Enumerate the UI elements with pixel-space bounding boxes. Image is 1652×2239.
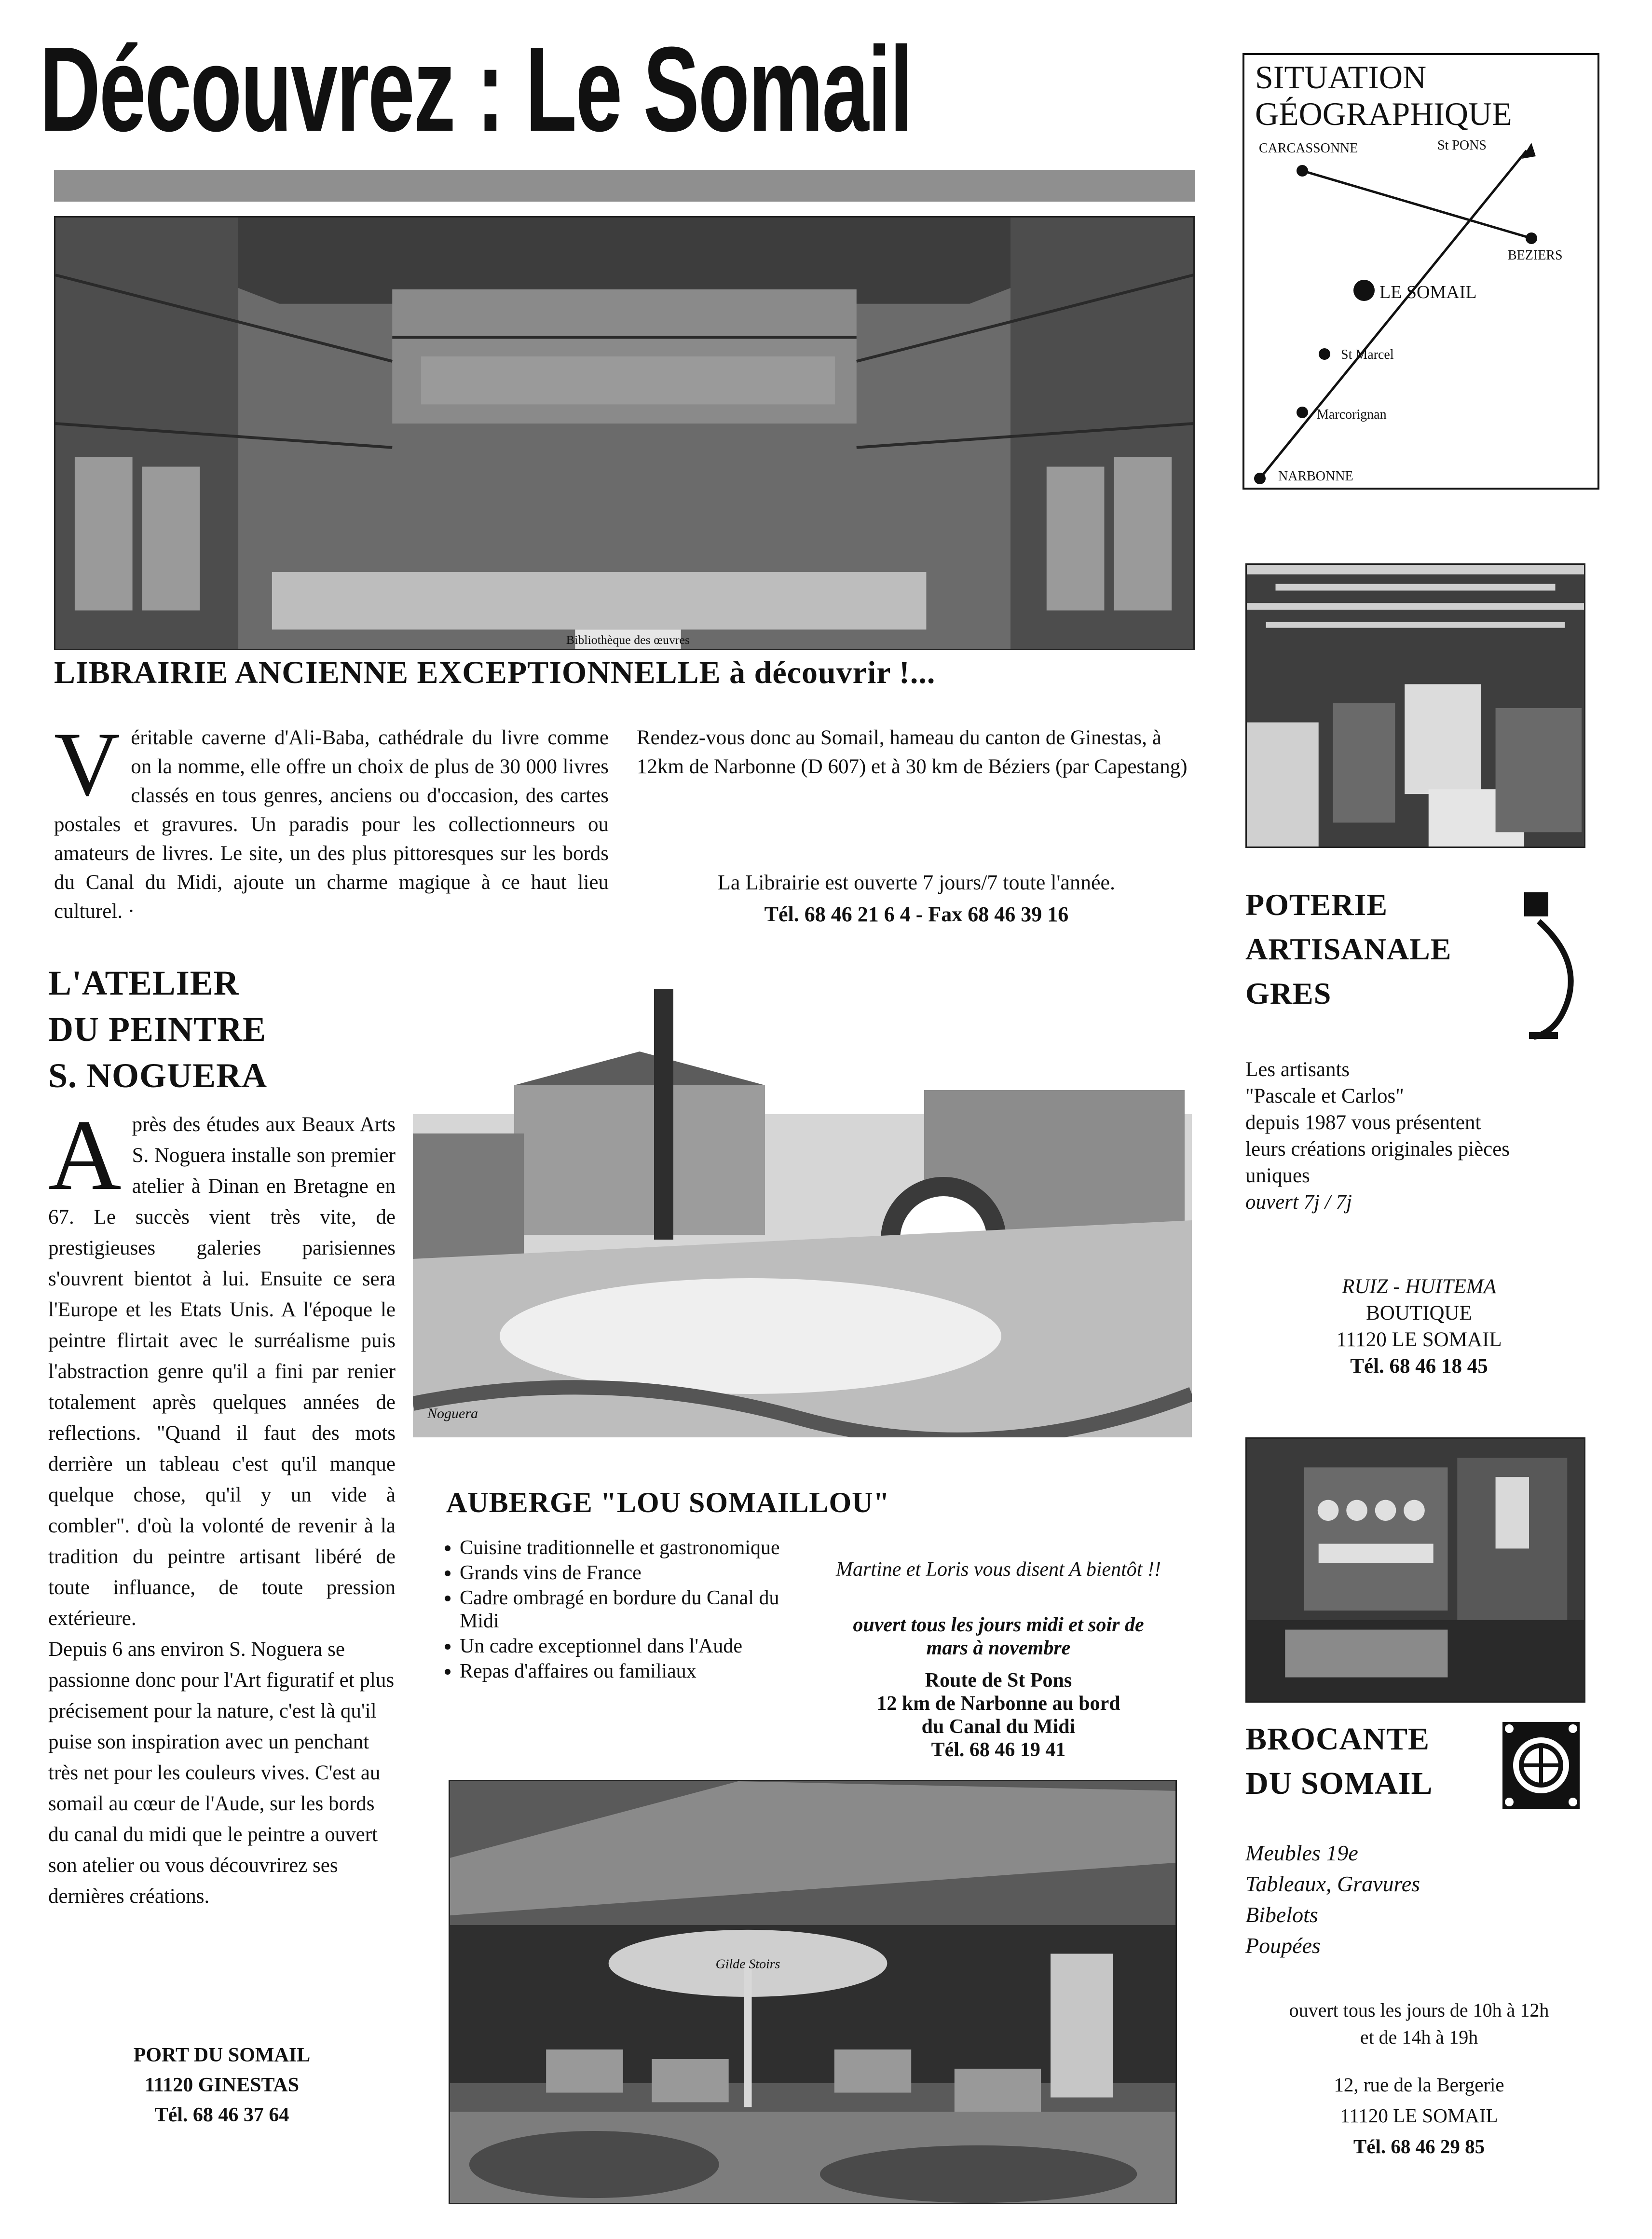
poterie-heading	[1245, 883, 1451, 1016]
poterie-line2: "Pascale et Carlos"	[1245, 1085, 1404, 1107]
atelier-heading-line2: DU PEINTRE	[48, 1010, 267, 1049]
poterie-shop1: RUIZ - HUITEMA	[1341, 1275, 1497, 1298]
brocante-hours2: et de 14h à 19h	[1360, 2026, 1478, 2048]
atelier-address1: PORT DU SOMAIL	[133, 2044, 311, 2066]
title-underline-bar	[54, 170, 1195, 202]
poterie-heading-line2: ARTISANALE	[1245, 932, 1452, 966]
brocante-hours1: ouvert tous les jours de 10h à 12h	[1289, 1999, 1549, 2021]
atelier-text2: Depuis 6 ans environ S. Noguera se passionne donc pour l'Art figuratif et plus précisement pour la nature, c'est là qu'il puise son inspiration avec un penchant très net pour les couleurs vives. C'est au somail au cœur de l'Aude, sur les bords du canal du midi que le peintre a ouvert son atelier ou vous découvrirez ses dernières créations.	[48, 1638, 395, 1908]
map-label-st-marcel: St Marcel	[1341, 347, 1394, 362]
map-box	[1242, 53, 1599, 490]
brocante-item: Bibelots	[1245, 1902, 1318, 1927]
librairie-text-block	[54, 714, 609, 926]
poterie-shop2: BOUTIQUE	[1366, 1302, 1472, 1324]
poterie-tel: Tél. 68 46 18 45	[1350, 1355, 1488, 1378]
auberge-item: • Grands vins de France	[460, 1561, 802, 1584]
auberge-route1: Route de St Pons	[925, 1669, 1072, 1692]
auberge-item: • Un cadre exceptionnel dans l'Aude	[460, 1635, 802, 1658]
atelier-address	[48, 2040, 396, 2130]
librairie-open: La Librairie est ouverte 7 jours/7 toute l'année.	[717, 871, 1116, 894]
brocante-hours	[1245, 1997, 1593, 2051]
map-label-marcorignan: Marcorignan	[1317, 407, 1387, 422]
atelier-heading-line1: L'ATELIER	[48, 964, 239, 1002]
map-label-le-somail: LE SOMAIL	[1379, 282, 1477, 302]
atelier-heading-line3: S. NOGUERA	[48, 1056, 268, 1095]
painting-signature: Noguera	[427, 1406, 478, 1421]
atelier-text-block	[48, 1099, 396, 1912]
poterie-heading-line1: POTERIE	[1245, 887, 1388, 922]
poterie-heading-line3: GRES	[1245, 976, 1332, 1010]
brocante-item: Tableaux, Gravures	[1245, 1871, 1420, 1896]
auberge-item: • Cadre ombragé en bordure du Canal du Midi	[460, 1586, 802, 1633]
poterie-line6: ouvert 7j / 7j	[1245, 1191, 1352, 1214]
library-sign: Bibliothèque des œuvres	[566, 633, 690, 647]
auberge-greeting: Martine et Loris vous disent A bientôt !!	[836, 1558, 1161, 1581]
librairie-tel: Tél. 68 46 21 6 4 - Fax 68 46 39 16	[764, 902, 1069, 926]
auberge-hours: ouvert tous les jours midi et soir de mars à novembre	[853, 1614, 1144, 1659]
brocante-items	[1245, 1838, 1593, 1961]
map-lines	[1244, 55, 1597, 488]
poterie-shop3: 11120 LE SOMAIL	[1336, 1328, 1502, 1351]
auberge-list	[446, 1536, 802, 1685]
librairie-dropcap: V	[54, 714, 121, 815]
brocante-heading	[1245, 1717, 1433, 1806]
librairie-text: éritable caverne d'Ali-Baba, cathédrale du livre comme on la nomme, elle offre un choix de plus de 30 000 livres classés en tous genres, anciens ou d'occasion, des cartes postales et gravures. Un paradis pour les collectionneurs ou amateurs de livres. Le site, un des plus pittoresques sur les bords du Canal du Midi, ajoute un charme magique à ce haut lieu culturel. ·	[54, 726, 609, 923]
map-label-st-pons: St PONS	[1437, 138, 1487, 153]
brocante-item: Poupées	[1245, 1933, 1321, 1958]
auberge-heading: AUBERGE "LOU SOMAILLOU"	[446, 1487, 890, 1518]
brocante-address	[1245, 2069, 1593, 2162]
poterie-line1: Les artisants	[1245, 1058, 1350, 1081]
restaurant-photo-graphic	[450, 1781, 1175, 2203]
auberge-item: • Cuisine traditionnelle et gastronomique	[460, 1536, 802, 1559]
pottery-vase-icon	[1519, 887, 1592, 1047]
poterie-text	[1245, 1056, 1593, 1215]
atelier-address2: 11120 GINESTAS	[144, 2074, 300, 2096]
brocante-heading-line2: DU SOMAIL	[1245, 1766, 1433, 1801]
auberge-item: • Repas d'affaires ou familiaux	[460, 1660, 802, 1683]
poterie-line5: uniques	[1245, 1164, 1310, 1187]
brocante-photo-graphic	[1247, 1439, 1584, 1701]
librairie-heading: LIBRAIRIE ANCIENNE EXCEPTIONNELLE à découvrir !...	[54, 655, 936, 690]
painting-graphic	[413, 969, 1192, 1437]
atelier-dropcap: A	[48, 1099, 122, 1211]
map-label-carcassonne: CARCASSONNE	[1259, 141, 1358, 156]
painting-image	[413, 969, 1192, 1437]
poterie-shop	[1245, 1273, 1593, 1379]
map-label-narbonne: NARBONNE	[1278, 469, 1353, 484]
auberge-address	[830, 1669, 1167, 1761]
auberge-route3: du Canal du Midi	[921, 1716, 1076, 1738]
brocante-ornament-icon	[1502, 1722, 1580, 1809]
poterie-line3: depuis 1987 vous présentent	[1245, 1111, 1481, 1134]
librairie-rdv: Rendez-vous donc au Somail, hameau du canton de Ginestas, à 12km de Narbonne (D 607) et à 30 km de Béziers (par Capestang)	[637, 726, 1188, 778]
brocante-item: Meubles 19e	[1245, 1841, 1358, 1865]
restaurant-photo	[449, 1780, 1177, 2204]
pottery-photo	[1245, 563, 1585, 848]
umbrella-text: Gilde Stoirs	[715, 1956, 780, 1972]
map-label-beziers: BEZIERS	[1508, 248, 1563, 263]
atelier-heading	[48, 960, 267, 1099]
brocante-address1: 12, rue de la Bergerie	[1334, 2074, 1504, 2096]
map-title-line2: GÉOGRAPHIQUE	[1255, 96, 1512, 132]
auberge-tel: Tél. 68 46 19 41	[931, 1739, 1066, 1761]
atelier-text1: près des études aux Beaux Arts S. Noguera installe son premier atelier à Dinan en Bretagne en 67. Le succès vient très vite, de prestigieuses galeries parisiennes s'ouvrent bientot à lui. Ensuite ce sera l'Europe et les Etats Unis. A l'époque le peintre flirtait avec le surréalisme puis l'abstraction genre qu'il a fini par renier totalement après quelques années de reflections. "Quand il faut des mots derrière un tableau c'est qu'il manque quelque chose, qu'il y un vide à combler". d'où la volonté de revenir à la tradition du peintre artisant libéré de toute influance, de toute pression extérieure.	[48, 1113, 396, 1630]
brocante-photo	[1245, 1437, 1585, 1703]
page-title: Découvrez : Le Somail	[40, 22, 912, 156]
atelier-tel: Tél. 68 46 37 64	[154, 2104, 289, 2126]
library-photo-graphic	[55, 218, 1193, 649]
poterie-line4: leurs créations originales pièces	[1245, 1138, 1510, 1160]
brocante-address2: 11120 LE SOMAIL	[1340, 2104, 1498, 2127]
brocante-heading-line1: BROCANTE	[1245, 1721, 1430, 1757]
brocante-tel: Tél. 68 46 29 85	[1353, 2135, 1485, 2157]
library-photo	[54, 216, 1195, 650]
pottery-photo-graphic	[1247, 565, 1584, 846]
map-title-line1: SITUATION	[1255, 59, 1427, 96]
auberge-route2: 12 km de Narbonne au bord	[876, 1693, 1120, 1715]
